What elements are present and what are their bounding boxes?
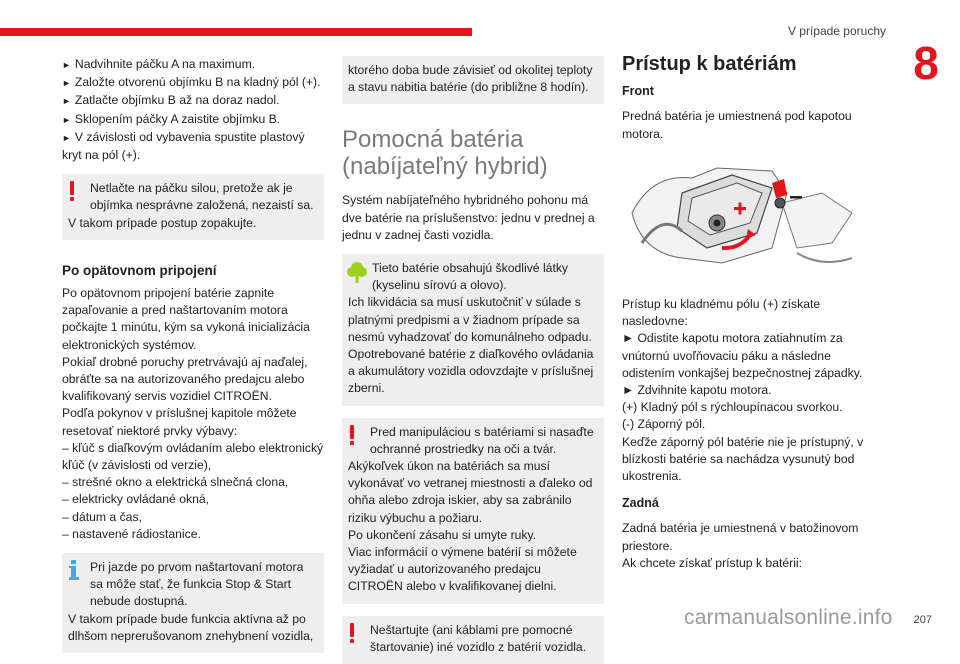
- section-title: V prípade poruchy: [787, 24, 886, 38]
- tree-icon: [346, 260, 368, 284]
- warning-text: Netlačte na páčku silou, pretože ak je objímka nesprávne založená, nezaistí sa.: [90, 181, 314, 213]
- list-item: – nastavené rádiostanice.: [62, 526, 201, 541]
- arrow-icon: ►: [62, 78, 71, 89]
- battery-access-heading: Prístup k batériám: [622, 53, 797, 75]
- warning-box: [342, 418, 604, 604]
- warning-text: Viac informácií o výmene batérií si môžete vyžiadať u autorizovaného predajcu CITROËN alebo v kvalifikovanej dielni.: [348, 545, 577, 594]
- step-text: Zatlačte objímku B až na doraz nadol.: [74, 93, 280, 108]
- step-text: Sklopením páčky A zaistite objímku B.: [74, 111, 281, 126]
- warning-text: V takom prípade postup zopakujte.: [68, 215, 257, 230]
- step-text: V závislosti od vybavenia spustite plastový kryt na pól (+).: [62, 129, 305, 163]
- warning-text: Po ukončení zásahu si umyte ruky.: [348, 527, 537, 542]
- step-bullet: [62, 129, 324, 164]
- paragraph: Po opätovnom pripojení batérie zapnite zapaľovanie a pred naštartovaním motora počkajte 1 minútu, kým sa vykoná inicializácia elektronických systémov.: [62, 286, 310, 352]
- step-bullet: [62, 56, 324, 74]
- list-item: – elektricky ovládané okná,: [62, 492, 210, 507]
- warning-icon: [348, 622, 356, 644]
- paragraph: Pokiaľ drobné poruchy pretrvávajú aj naďalej, obráťte sa na autorizovaného predajcu alebo kvalifikovaný servis vozidiel CITROËN.: [62, 354, 308, 404]
- info-icon: [68, 559, 80, 581]
- engine-battery-illustration: [622, 153, 872, 283]
- list-item: – dátum a čas,: [62, 509, 142, 524]
- paragraph: Keďže záporný pól batérie nie je prístupný, v blízkosti batérie sa nachádza vysunutý bod ukostrenia.: [622, 434, 864, 484]
- chapter-number: 8: [913, 37, 939, 89]
- warning-box: [62, 174, 324, 240]
- column-3: [622, 53, 872, 572]
- paragraph: (-) Záporný pól.: [622, 417, 706, 432]
- step-bullet: [62, 74, 324, 92]
- arrow-icon: ►: [62, 96, 71, 107]
- watermark: carmanualsonline.info: [684, 606, 893, 629]
- paragraph: (+) Kladný pól s rýchloupínacou svorkou.: [622, 400, 843, 415]
- info-text: ktorého doba bude závisieť od okolitej teploty a stavu nabitia batérie (do približne 8 hodín).: [348, 63, 593, 95]
- auxiliary-battery-heading: Pomocná batéria (nabíjateľný hybrid): [342, 126, 548, 181]
- step-text: Založte otvorenú objímku B na kladný pól (+).: [74, 75, 321, 90]
- column-2: [342, 56, 604, 664]
- info-box-continued: [342, 56, 604, 104]
- eco-text: Tieto batérie obsahujú škodlivé látky (kyselinu sírovú a olovo).: [372, 261, 569, 293]
- step-text: ► Zdvihnite kapotu motora.: [622, 383, 772, 398]
- paragraph: Prístup ku kladnému pólu (+) získate nasledovne:: [622, 297, 821, 329]
- warning-icon: [348, 424, 356, 446]
- rear-heading: Zadná: [622, 496, 659, 511]
- arrow-icon: ►: [62, 60, 71, 70]
- page-number: 207: [913, 614, 932, 626]
- eco-box: [342, 254, 604, 406]
- warning-icon: [68, 180, 76, 202]
- header-red-bar: [0, 28, 472, 36]
- info-text: Pri jazde po prvom naštartovaní motora sa môže stať, že funkcia Stop & Start nebude dostupná.: [90, 560, 304, 609]
- step-text: ► Odistite kapotu motora zatiahnutím za vnútornú uvoľňovaciu páku a následne odistením vonkajšej bezpečnostnej západky.: [622, 331, 863, 380]
- warning-text: Pred manipuláciou s batériami si nasaďte ochranné prostriedky na oči a tvár.: [370, 424, 594, 456]
- info-text: V takom prípade bude funkcia aktívna až po dlhšom neprerušovanom znehybnení vozidla,: [68, 611, 314, 643]
- info-box: [62, 553, 324, 653]
- paragraph: Ak chcete získať prístup k batérii:: [622, 555, 803, 570]
- paragraph: Zadná batéria je umiestnená v batožinovom priestore.: [622, 521, 859, 553]
- reconnect-heading: Po opätovnom pripojení: [62, 262, 217, 278]
- eco-text: Ich likvidácia sa musí uskutočniť v súlade s platnými predpismi a v žiadnom prípade sa nesmú vyhadzovať do komunálneho odpadu.: [348, 295, 592, 344]
- step-bullet: [62, 111, 324, 129]
- step-text: Nadvihnite páčku A na maximum.: [74, 57, 256, 71]
- list-item: – strešné okno a elektrická slnečná clona,: [62, 475, 289, 490]
- paragraph: Systém nabíjateľného hybridného pohonu má dve batérie na príslušenstvo: jednu v prednej a jednu v zadnej časti vozidla.: [342, 193, 595, 242]
- warning-text: Akýkoľvek úkon na batériách sa musí vykonávať vo vetranej miestnosti a ďaleko od ohňa alebo zdroja iskier, aby sa zabránilo riziku výbuchu a požiaru.: [348, 459, 593, 525]
- eco-text: Opotrebované batérie z diaľkového ovládania a akumulátory vozidla odovzdajte v príslušnej zberni.: [348, 347, 594, 396]
- column-1: [62, 56, 324, 653]
- paragraph: Predná batéria je umiestnená pod kapotou motora.: [622, 109, 852, 141]
- paragraph: Podľa pokynov v príslušnej kapitole môžete resetovať niektoré prvky výbavy:: [62, 406, 297, 438]
- step-bullet: [62, 92, 324, 110]
- list-item: – kľúč s diaľkovým ovládaním alebo elektronický kľúč (v závislosti od verzie),: [62, 440, 324, 473]
- front-heading: Front: [622, 84, 654, 99]
- arrow-icon: ►: [62, 132, 71, 143]
- warning-text: Neštartujte (ani káblami pre pomocné štartovanie) iné vozidlo z batérií vozidla.: [370, 622, 587, 654]
- arrow-icon: ►: [62, 114, 71, 125]
